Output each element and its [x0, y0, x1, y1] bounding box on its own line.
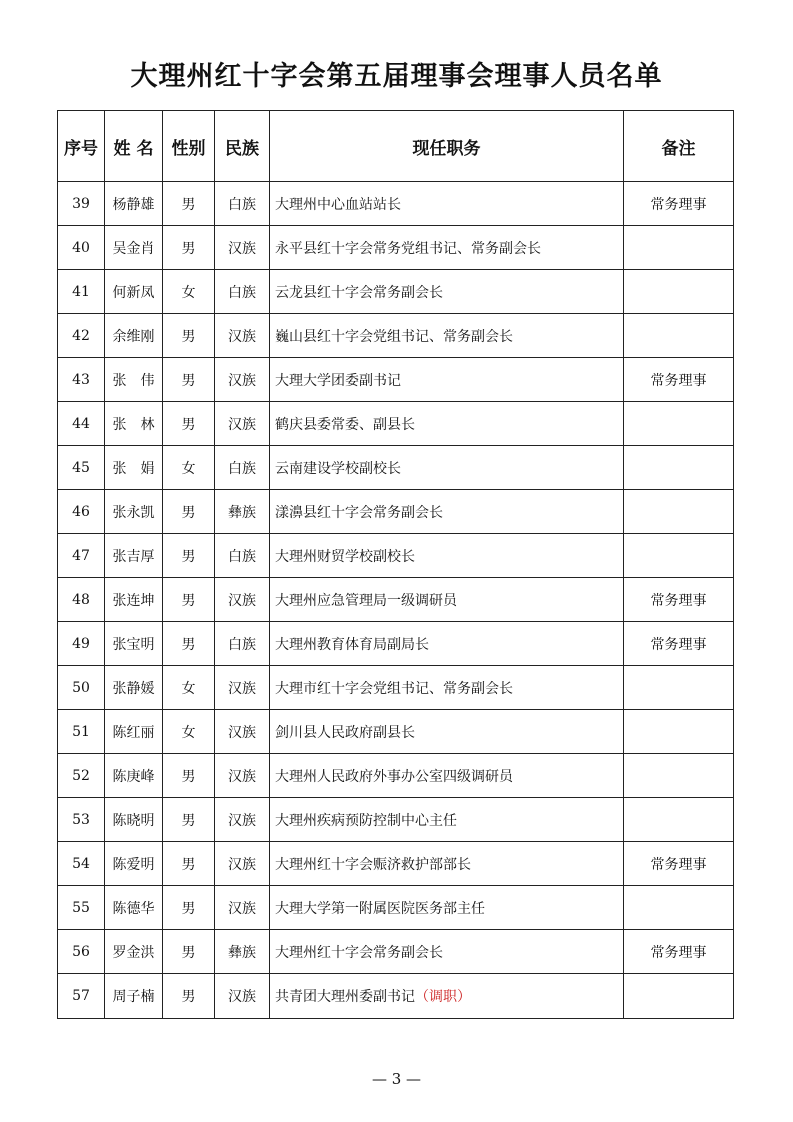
cell-name: 吴金肖	[105, 226, 163, 270]
cell-name: 陈红丽	[105, 710, 163, 754]
table-row	[58, 314, 734, 358]
table-row	[58, 666, 734, 710]
cell-remark	[624, 270, 734, 314]
cell-remark: 常务理事	[624, 930, 734, 974]
cell-remark	[624, 446, 734, 490]
cell-gender: 男	[163, 622, 215, 666]
cell-index: 55	[58, 886, 105, 930]
cell-index: 53	[58, 798, 105, 842]
cell-position: 大理大学团委副书记	[270, 358, 624, 402]
cell-ethnicity: 汉族	[215, 314, 270, 358]
cell-ethnicity: 汉族	[215, 842, 270, 886]
cell-ethnicity: 汉族	[215, 226, 270, 270]
table-row	[58, 490, 734, 534]
cell-index: 45	[58, 446, 105, 490]
cell-ethnicity: 汉族	[215, 754, 270, 798]
cell-gender: 女	[163, 666, 215, 710]
cell-name: 周子楠	[105, 974, 163, 1019]
member-table	[57, 110, 734, 1019]
cell-index: 46	[58, 490, 105, 534]
cell-remark	[624, 226, 734, 270]
cell-gender: 男	[163, 754, 215, 798]
cell-remark: 常务理事	[624, 622, 734, 666]
cell-index: 42	[58, 314, 105, 358]
cell-gender: 男	[163, 490, 215, 534]
cell-position: 云龙县红十字会常务副会长	[270, 270, 624, 314]
cell-gender: 男	[163, 578, 215, 622]
table-row	[58, 182, 734, 226]
cell-gender: 男	[163, 182, 215, 226]
cell-position: 漾濞县红十字会常务副会长	[270, 490, 624, 534]
cell-remark	[624, 710, 734, 754]
cell-index: 41	[58, 270, 105, 314]
cell-gender: 男	[163, 402, 215, 446]
cell-gender: 男	[163, 886, 215, 930]
cell-position: 巍山县红十字会党组书记、常务副会长	[270, 314, 624, 358]
cell-gender: 男	[163, 358, 215, 402]
table-row	[58, 534, 734, 578]
cell-name: 张 伟	[105, 358, 163, 402]
cell-gender: 男	[163, 842, 215, 886]
cell-position: 永平县红十字会常务党组书记、常务副会长	[270, 226, 624, 270]
cell-remark	[624, 886, 734, 930]
cell-ethnicity: 彝族	[215, 930, 270, 974]
cell-name: 张永凯	[105, 490, 163, 534]
table-row	[58, 402, 734, 446]
cell-position: 大理州人民政府外事办公室四级调研员	[270, 754, 624, 798]
cell-index: 40	[58, 226, 105, 270]
header-name: 姓 名	[105, 111, 163, 182]
cell-gender: 男	[163, 226, 215, 270]
cell-position: 大理州应急管理局一级调研员	[270, 578, 624, 622]
cell-position: 大理州红十字会常务副会长	[270, 930, 624, 974]
cell-name: 陈爱明	[105, 842, 163, 886]
cell-position: 大理州中心血站站长	[270, 182, 624, 226]
cell-ethnicity: 白族	[215, 622, 270, 666]
cell-remark	[624, 402, 734, 446]
cell-name: 陈晓明	[105, 798, 163, 842]
transfer-note: （调职）	[415, 989, 471, 1005]
table-header-row	[58, 111, 734, 182]
cell-index: 54	[58, 842, 105, 886]
cell-remark: 常务理事	[624, 842, 734, 886]
table-row	[58, 226, 734, 270]
cell-gender: 女	[163, 446, 215, 490]
cell-name: 何新凤	[105, 270, 163, 314]
page-number: — 3 —	[371, 1070, 422, 1088]
table-row	[58, 446, 734, 490]
cell-position: 剑川县人民政府副县长	[270, 710, 624, 754]
cell-position: 鹤庆县委常委、副县长	[270, 402, 624, 446]
cell-name: 张静媛	[105, 666, 163, 710]
cell-position: 大理市红十字会党组书记、常务副会长	[270, 666, 624, 710]
table-row	[58, 358, 734, 402]
page-title: 大理州红十字会第五届理事会理事人员名单	[130, 61, 663, 92]
table-row	[58, 270, 734, 314]
cell-name: 余维刚	[105, 314, 163, 358]
header-gender: 性别	[163, 111, 215, 182]
cell-index: 48	[58, 578, 105, 622]
cell-remark	[624, 490, 734, 534]
cell-ethnicity: 白族	[215, 446, 270, 490]
cell-ethnicity: 汉族	[215, 886, 270, 930]
cell-ethnicity: 汉族	[215, 666, 270, 710]
cell-ethnicity: 汉族	[215, 798, 270, 842]
cell-ethnicity: 白族	[215, 182, 270, 226]
cell-position: 大理大学第一附属医院医务部主任	[270, 886, 624, 930]
cell-index: 57	[58, 974, 105, 1019]
cell-name: 张连坤	[105, 578, 163, 622]
cell-remark: 常务理事	[624, 182, 734, 226]
table-row	[58, 974, 734, 1019]
cell-name: 张 林	[105, 402, 163, 446]
table-row	[58, 578, 734, 622]
cell-index: 43	[58, 358, 105, 402]
cell-remark	[624, 666, 734, 710]
cell-remark	[624, 534, 734, 578]
header-ethnicity: 民族	[215, 111, 270, 182]
cell-ethnicity: 白族	[215, 270, 270, 314]
header-remark: 备注	[624, 111, 734, 182]
cell-ethnicity: 汉族	[215, 578, 270, 622]
table-row	[58, 754, 734, 798]
cell-index: 51	[58, 710, 105, 754]
cell-ethnicity: 汉族	[215, 358, 270, 402]
cell-index: 44	[58, 402, 105, 446]
cell-remark	[624, 974, 734, 1019]
cell-gender: 女	[163, 710, 215, 754]
cell-position: 大理州疾病预防控制中心主任	[270, 798, 624, 842]
cell-position: 大理州教育体育局副局长	[270, 622, 624, 666]
cell-index: 49	[58, 622, 105, 666]
cell-gender: 男	[163, 314, 215, 358]
cell-position: 大理州财贸学校副校长	[270, 534, 624, 578]
cell-gender: 男	[163, 798, 215, 842]
cell-gender: 男	[163, 930, 215, 974]
cell-index: 56	[58, 930, 105, 974]
cell-index: 47	[58, 534, 105, 578]
table-row	[58, 930, 734, 974]
cell-position: 大理州红十字会赈济救护部部长	[270, 842, 624, 886]
cell-name: 杨静雄	[105, 182, 163, 226]
header-position: 现任职务	[270, 111, 624, 182]
cell-name: 陈德华	[105, 886, 163, 930]
cell-remark	[624, 314, 734, 358]
cell-name: 陈庚峰	[105, 754, 163, 798]
cell-ethnicity: 白族	[215, 534, 270, 578]
cell-remark: 常务理事	[624, 358, 734, 402]
cell-position: 云南建设学校副校长	[270, 446, 624, 490]
cell-position	[270, 974, 624, 1019]
cell-index: 52	[58, 754, 105, 798]
table-row	[58, 710, 734, 754]
cell-remark	[624, 754, 734, 798]
table-row	[58, 842, 734, 886]
cell-remark: 常务理事	[624, 578, 734, 622]
cell-ethnicity: 汉族	[215, 710, 270, 754]
cell-ethnicity: 彝族	[215, 490, 270, 534]
cell-gender: 女	[163, 270, 215, 314]
table-row	[58, 622, 734, 666]
cell-name: 张吉厚	[105, 534, 163, 578]
cell-gender: 男	[163, 534, 215, 578]
cell-ethnicity: 汉族	[215, 974, 270, 1019]
cell-index: 39	[58, 182, 105, 226]
cell-index: 50	[58, 666, 105, 710]
header-index: 序号	[58, 111, 105, 182]
cell-name: 张 娟	[105, 446, 163, 490]
cell-name: 罗金洪	[105, 930, 163, 974]
cell-position-text: 共青团大理州委副书记	[275, 989, 415, 1005]
cell-gender: 男	[163, 974, 215, 1019]
table-row	[58, 886, 734, 930]
table-row	[58, 798, 734, 842]
cell-name: 张宝明	[105, 622, 163, 666]
cell-remark	[624, 798, 734, 842]
cell-ethnicity: 汉族	[215, 402, 270, 446]
